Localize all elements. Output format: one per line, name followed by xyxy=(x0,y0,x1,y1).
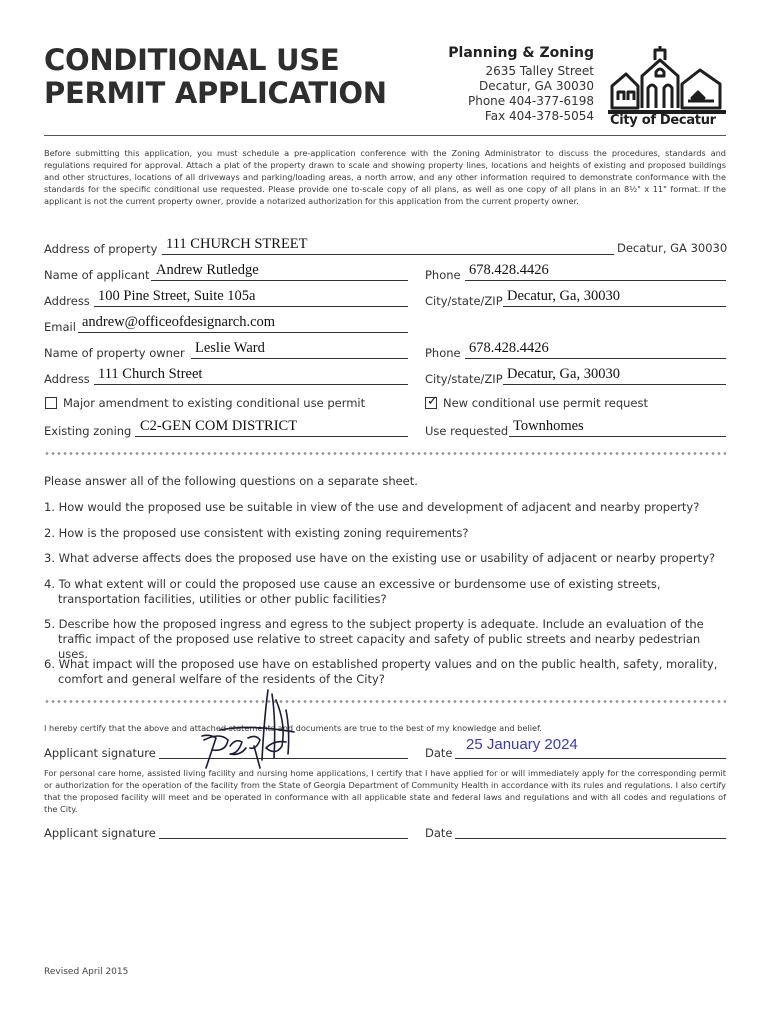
property-address-field[interactable] xyxy=(44,236,614,258)
department-phone: Phone 404-377-6198 xyxy=(468,94,594,108)
owner-city-label: City/state/ZIP xyxy=(425,372,503,386)
owner-address-line xyxy=(94,384,408,385)
title-line-2: PERMIT APPLICATION xyxy=(44,76,387,110)
existing-zoning-value: C2-GEN COM DISTRICT xyxy=(140,418,298,434)
use-requested-value: Townhomes xyxy=(513,418,584,434)
question-6 xyxy=(44,657,726,687)
applicant-city-label: City/state/ZIP xyxy=(425,294,503,308)
owner-address-label: Address xyxy=(44,372,90,386)
owner-phone-value: 678.428.4426 xyxy=(469,340,549,356)
new-permit-label: New conditional use permit request xyxy=(443,396,648,410)
questions-intro: Please answer all of the following questions on a separate sheet. xyxy=(44,474,418,488)
owner-name-line xyxy=(191,358,408,359)
header-divider xyxy=(44,135,726,136)
applicant-address-value: 100 Pine Street, Suite 105a xyxy=(98,288,256,304)
applicant-email-value: andrew@officeofdesignarch.com xyxy=(82,314,276,330)
signature-date-line xyxy=(455,758,726,759)
owner-city-field[interactable] xyxy=(425,366,726,388)
applicant-city-field[interactable] xyxy=(425,288,726,310)
owner-name-field[interactable] xyxy=(44,340,408,362)
applicant-signature-label: Applicant signature xyxy=(44,746,156,760)
major-amendment-checkbox[interactable] xyxy=(45,397,57,409)
property-address-label: Address of property xyxy=(44,242,158,256)
checkmark-icon: ✓ xyxy=(427,394,438,409)
owner-city-value: Decatur, Ga, 30030 xyxy=(507,366,620,382)
question-2: 2. How is the proposed use consistent with existing zoning requirements? xyxy=(44,526,469,540)
existing-zoning-line xyxy=(135,436,408,437)
title-line-1: CONDITIONAL USE xyxy=(44,43,340,77)
question-3: 3. What adverse affects does the proposed use have on the existing use or usability of adjacent or nearby property? xyxy=(44,551,716,565)
applicant-signature-2-field[interactable] xyxy=(44,820,408,842)
revision-footer: Revised April 2015 xyxy=(44,967,129,977)
owner-phone-label: Phone xyxy=(425,346,461,360)
department-fax: Fax 404-378-5054 xyxy=(484,109,594,123)
question-5-line-2: traffic impact of the proposed use relative to street capacity and safety of public streets and nearby pedestrian uses. xyxy=(58,632,701,661)
applicant-address-field[interactable] xyxy=(44,288,408,310)
question-4-line-1: 4. To what extent will or could the proposed use cause an excessive or burdensome use of existing streets, xyxy=(44,577,661,591)
care-facility-statement: For personal care home, assisted living facility and nursing home applications, I certify that I have applied for or will immediately apply for the corresponding permit or authorization for the operation of the facility from the State of Georgia Department of Community Health in accordance with its rules and regulations. I also certify that the proposed facility will meet and be operated in conformance with all applicable state and federal laws and regulations and with all codes and regulations of the City. xyxy=(44,768,726,814)
applicant-address-line xyxy=(94,306,408,307)
applicant-name-value: Andrew Rutledge xyxy=(156,262,259,278)
signature-date-2-label: Date xyxy=(425,826,453,840)
section-divider-2 xyxy=(44,700,726,703)
owner-city-line xyxy=(503,384,726,385)
owner-phone-line xyxy=(465,358,726,359)
owner-phone-field[interactable] xyxy=(425,340,726,362)
owner-address-field[interactable] xyxy=(44,366,408,388)
owner-name-value: Leslie Ward xyxy=(195,340,265,356)
question-4 xyxy=(44,577,726,607)
question-5-line-1: 5. Describe how the proposed ingress and egress to the subject property is adequate. Include an evaluation of the xyxy=(44,617,704,631)
use-requested-field[interactable] xyxy=(425,418,726,440)
property-address-value: 111 CHURCH STREET xyxy=(166,236,308,252)
property-city-suffix: Decatur, GA 30030 xyxy=(617,241,728,255)
question-1: 1. How would the proposed use be suitable in view of the use and development of adjacent and nearby property? xyxy=(44,500,700,514)
applicant-signature-2-line xyxy=(159,838,408,839)
applicant-name-label: Name of applicant xyxy=(44,268,150,282)
existing-zoning-label: Existing zoning xyxy=(44,424,132,438)
applicant-signature-2-label: Applicant signature xyxy=(44,826,156,840)
certification-statement: I hereby certify that the above and attached statements and documents are true to the best of my knowledge and belief. xyxy=(44,723,542,733)
section-divider-1 xyxy=(44,452,726,455)
applicant-phone-field[interactable] xyxy=(425,262,726,284)
applicant-name-field[interactable] xyxy=(44,262,408,284)
applicant-email-label: Email xyxy=(44,320,76,334)
major-amendment-label: Major amendment to existing conditional use permit xyxy=(63,396,366,410)
signature-date-value: 25 January 2024 xyxy=(466,736,578,753)
new-permit-checkbox[interactable] xyxy=(425,394,438,409)
use-requested-line xyxy=(509,436,726,437)
signature-date-2-line xyxy=(455,838,726,839)
applicant-address-label: Address xyxy=(44,294,90,308)
owner-name-label: Name of property owner xyxy=(44,346,185,360)
owner-address-value: 111 Church Street xyxy=(98,366,203,382)
question-6-line-1: 6. What impact will the proposed use have on established property values and on the public health, safety, morality, xyxy=(44,657,718,671)
department-name: Planning & Zoning xyxy=(448,45,594,61)
applicant-city-value: Decatur, Ga, 30030 xyxy=(507,288,620,304)
department-address-1: 2635 Talley Street xyxy=(485,64,594,78)
applicant-email-field[interactable] xyxy=(44,314,408,336)
applicant-city-line xyxy=(503,306,726,307)
signature-date-2-field[interactable] xyxy=(425,820,726,842)
use-requested-label: Use requested xyxy=(425,424,509,438)
department-contact xyxy=(448,44,594,124)
signature-date-label: Date xyxy=(425,746,453,760)
property-address-line xyxy=(162,254,614,255)
intro-paragraph: Before submitting this application, you must schedule a pre-application conference with the Zoning Administrator to discuss the procedures, standards and regulations required for approval. Attach a plat of the property drawn to scale and showing property lines, locations and heights of existing and proposed buildings and other structures, locations of all driveways and parking/loading areas, a north arrow, and any other information required to demonstrate conformance with the standards for the specific conditional use requested. Please provide one to-scale copy of all plans, as well as one copy of all plans in an 8½" x 11" format. If the applicant is not the current property owner, provide a notarized authorization for this application from the current property owner. xyxy=(44,148,726,206)
department-address-2: Decatur, GA 30030 xyxy=(479,79,594,93)
applicant-phone-label: Phone xyxy=(425,268,461,282)
question-4-line-2: transportation facilities, utilities or other public facilities? xyxy=(58,592,387,606)
question-5 xyxy=(44,617,726,662)
applicant-email-line xyxy=(78,332,408,333)
form-title xyxy=(44,44,387,110)
logo-text: City of Decatur xyxy=(610,113,716,128)
question-6-line-2: comfort and general welfare of the residents of the City? xyxy=(58,672,385,686)
applicant-name-line xyxy=(151,280,408,281)
applicant-phone-value: 678.428.4426 xyxy=(469,262,549,278)
applicant-phone-line xyxy=(465,280,726,281)
existing-zoning-field[interactable] xyxy=(44,418,408,440)
